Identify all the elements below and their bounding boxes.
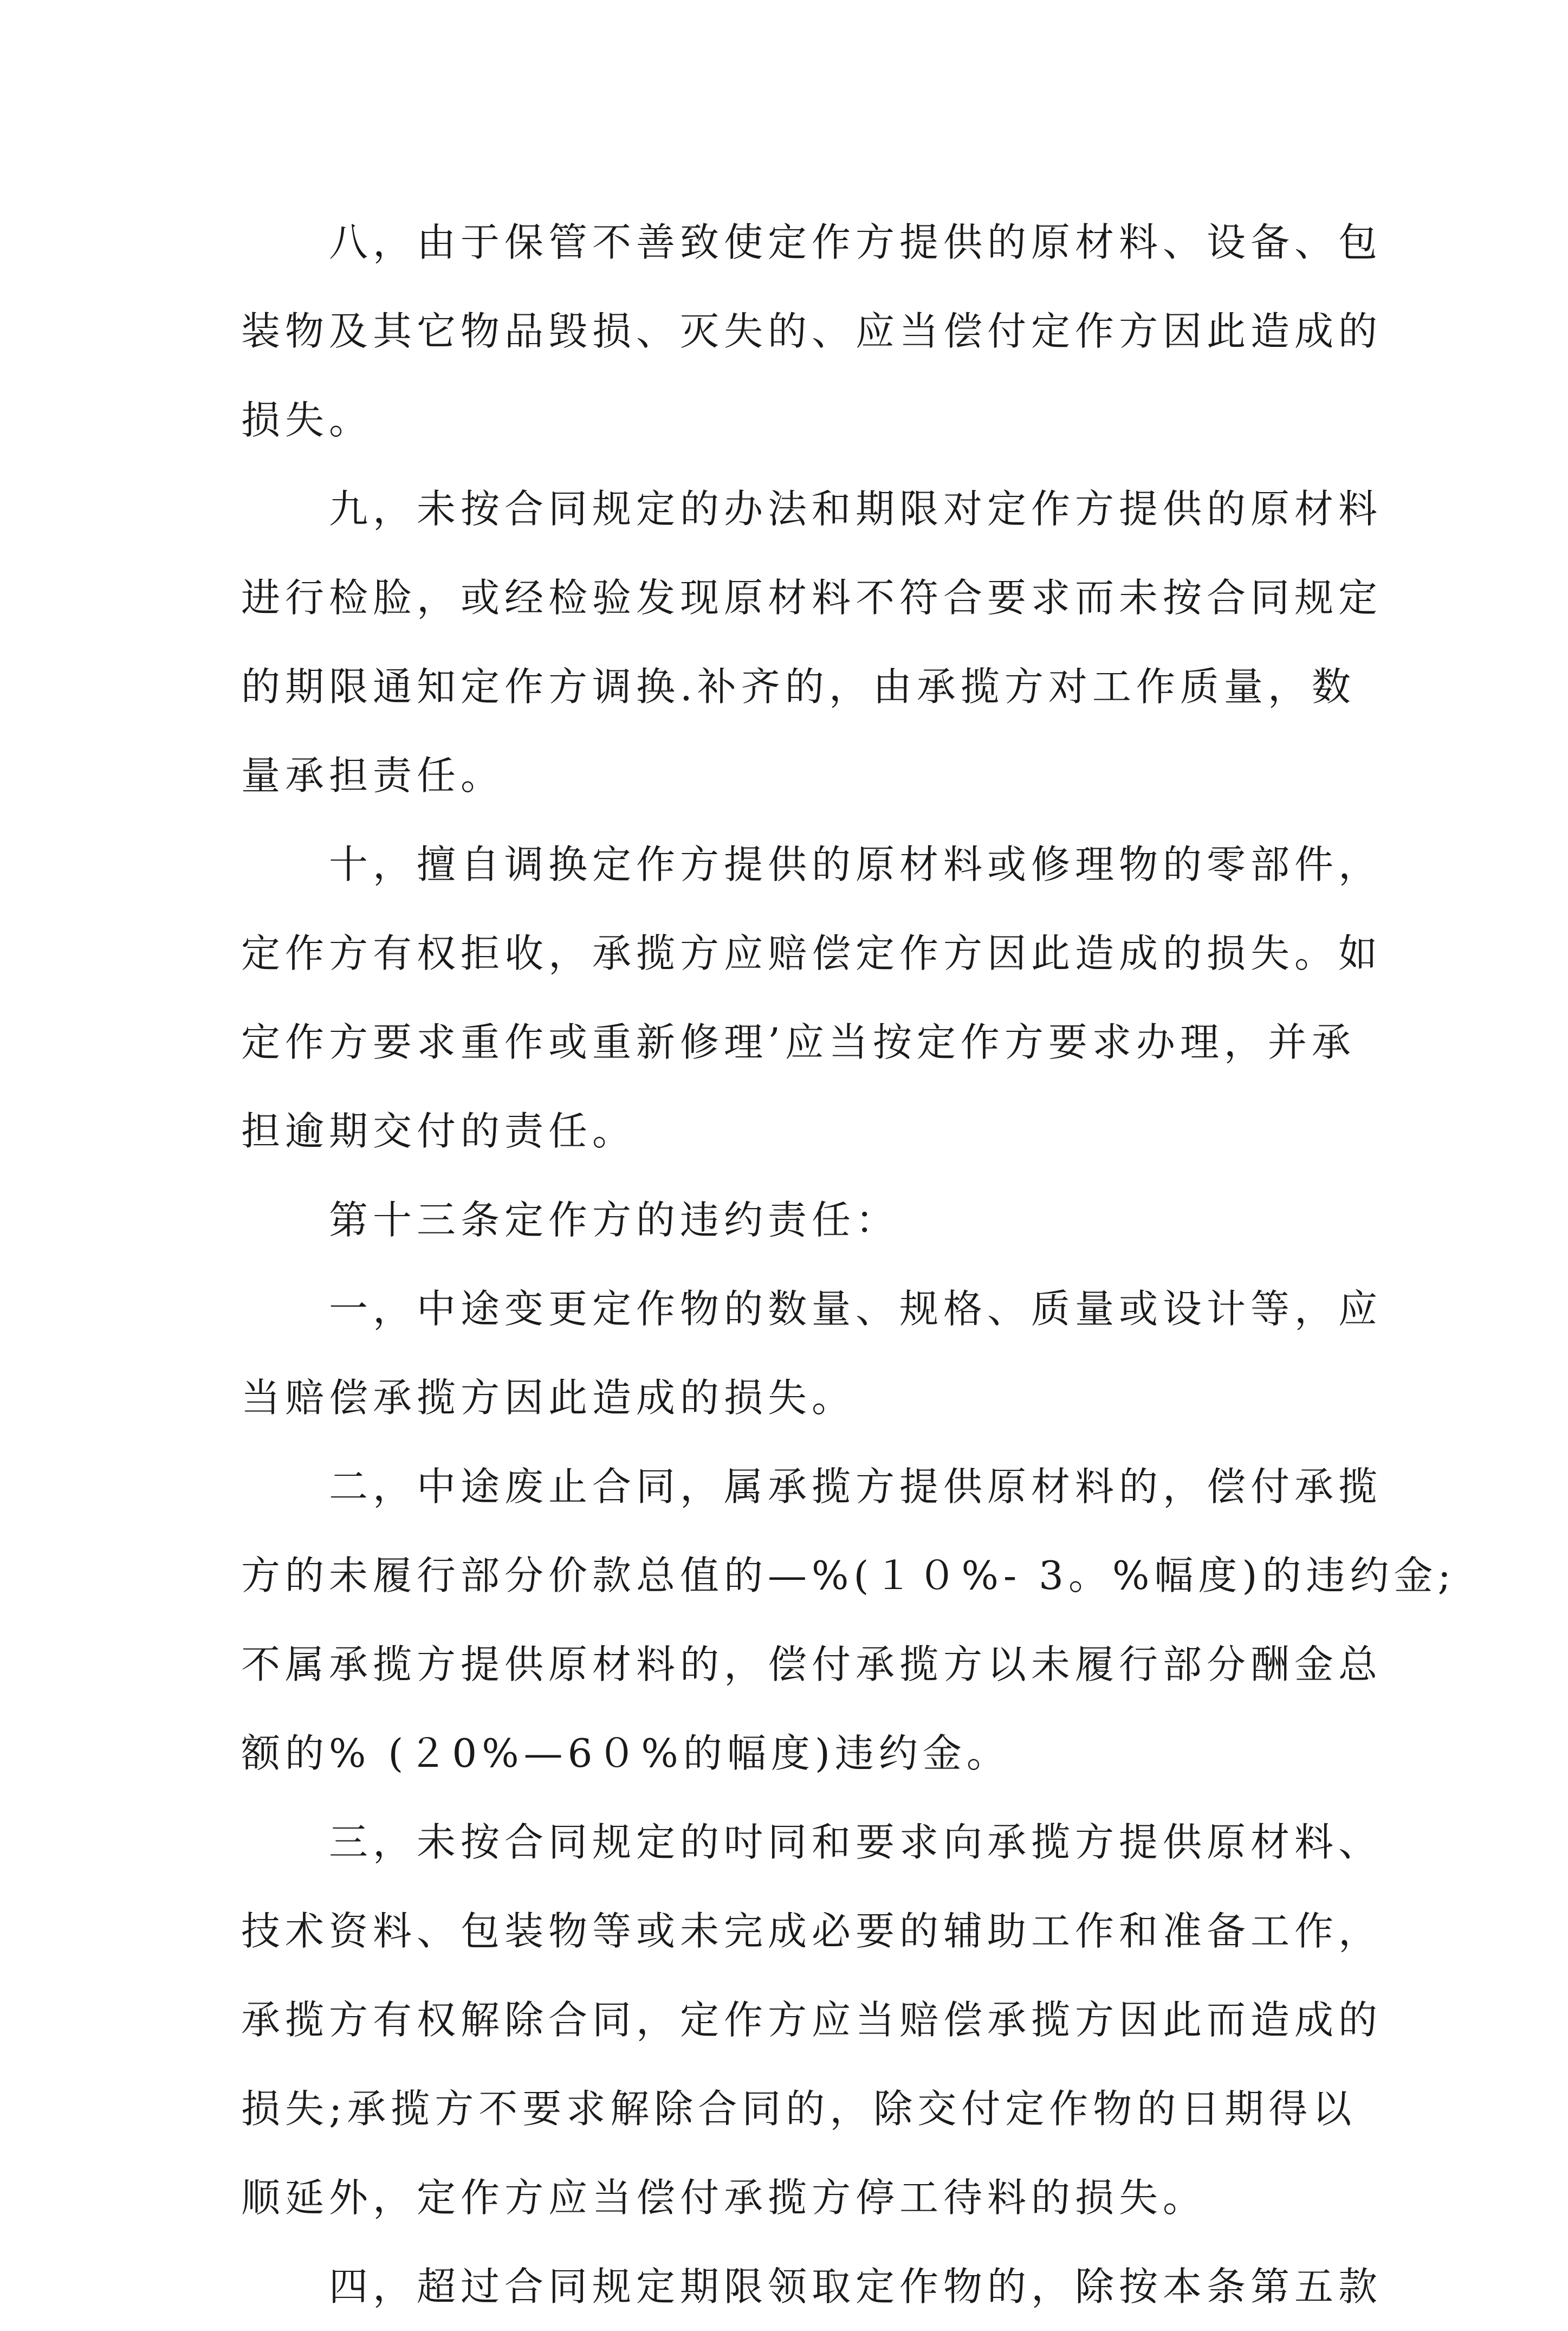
article-13-heading [241,1176,1338,1264]
text-line: 损失;承揽方不要求解除合同的，除交付定作物的日期得以 [241,2086,1357,2132]
text-line: 八，由于保管不善致使定作方提供的原材料、设备、包 [241,219,1383,265]
text-line: 顺延外，定作方应当偿付承揽方停工待料的损失。 [241,2175,1207,2220]
paragraph-item-1 [241,1264,1383,1442]
text-line: 九，未按合同规定的办法和期限对定作方提供的原材料 [241,486,1383,532]
text-line: 担逾期交付的责任。 [241,1108,637,1154]
text-line: 方的未履行部分价款总值的—%(１０%- 3。%幅度)的违约金; [241,1553,1456,1598]
paragraph-clause-8 [241,198,1383,464]
paragraph-clause-10 [241,820,1383,1176]
text-line: 四，超过合同规定期限领取定作物的，除按本条第五款 [241,2264,1383,2309]
text-line: 一，中途变更定作物的数量、规格、质量或设计等，应 [241,1286,1383,1332]
text-line: 技术资料、包装物等或未完成必要的辅助工作和准备工作， [241,1908,1383,1954]
text-line: 三，未按合同规定的吋同和要求向承揽方提供原材料、 [241,1819,1383,1865]
text-line: 定作方有权拒收，承揽方应赔偿定作方因此造成的损失。如 [241,931,1383,976]
text-line: 装物及其它物品毁损、灭失的、应当偿付定作方因此造成的 [241,308,1383,354]
text-line: 第十三条定作方的违约责任： [241,1197,900,1243]
text-line: 定作方要求重作或重新修理’应当按定作方要求办理，并承 [241,1019,1356,1065]
paragraph-item-2 [241,1442,1456,1798]
text-line: 当赔偿承揽方因此造成的损失。 [241,1375,856,1420]
text-line: 量承担责任。 [241,753,505,798]
text-line: 进行检脸，或经检验发现原材料不符合要求而未按合同规定 [241,575,1383,621]
text-line: 损失。 [241,397,373,443]
text-line: 二，中途废止合同，属承揽方提供原材料的，偿付承揽 [241,1464,1383,1509]
body-text [241,198,1456,2331]
text-line: 十，擅自调换定作方提供的原材料或修理物的零部件， [241,842,1383,887]
text-line: 不属承揽方提供原材料的，偿付承揽方以未履行部分酬金总 [241,1642,1383,1687]
text-line: 的期限通知定作方调换.补齐的，由承揽方对工作质量，数 [241,664,1356,709]
paragraph-clause-9 [241,464,1383,820]
paragraph-item-4 [241,2242,1383,2331]
text-line: 承揽方有权解除合同，定作方应当赔偿承揽方因此而造成的 [241,1997,1383,2043]
paragraph-item-3 [241,1798,1383,2242]
text-line: 额的% (２0%—6０%的幅度)违约金。 [241,1731,1010,1776]
